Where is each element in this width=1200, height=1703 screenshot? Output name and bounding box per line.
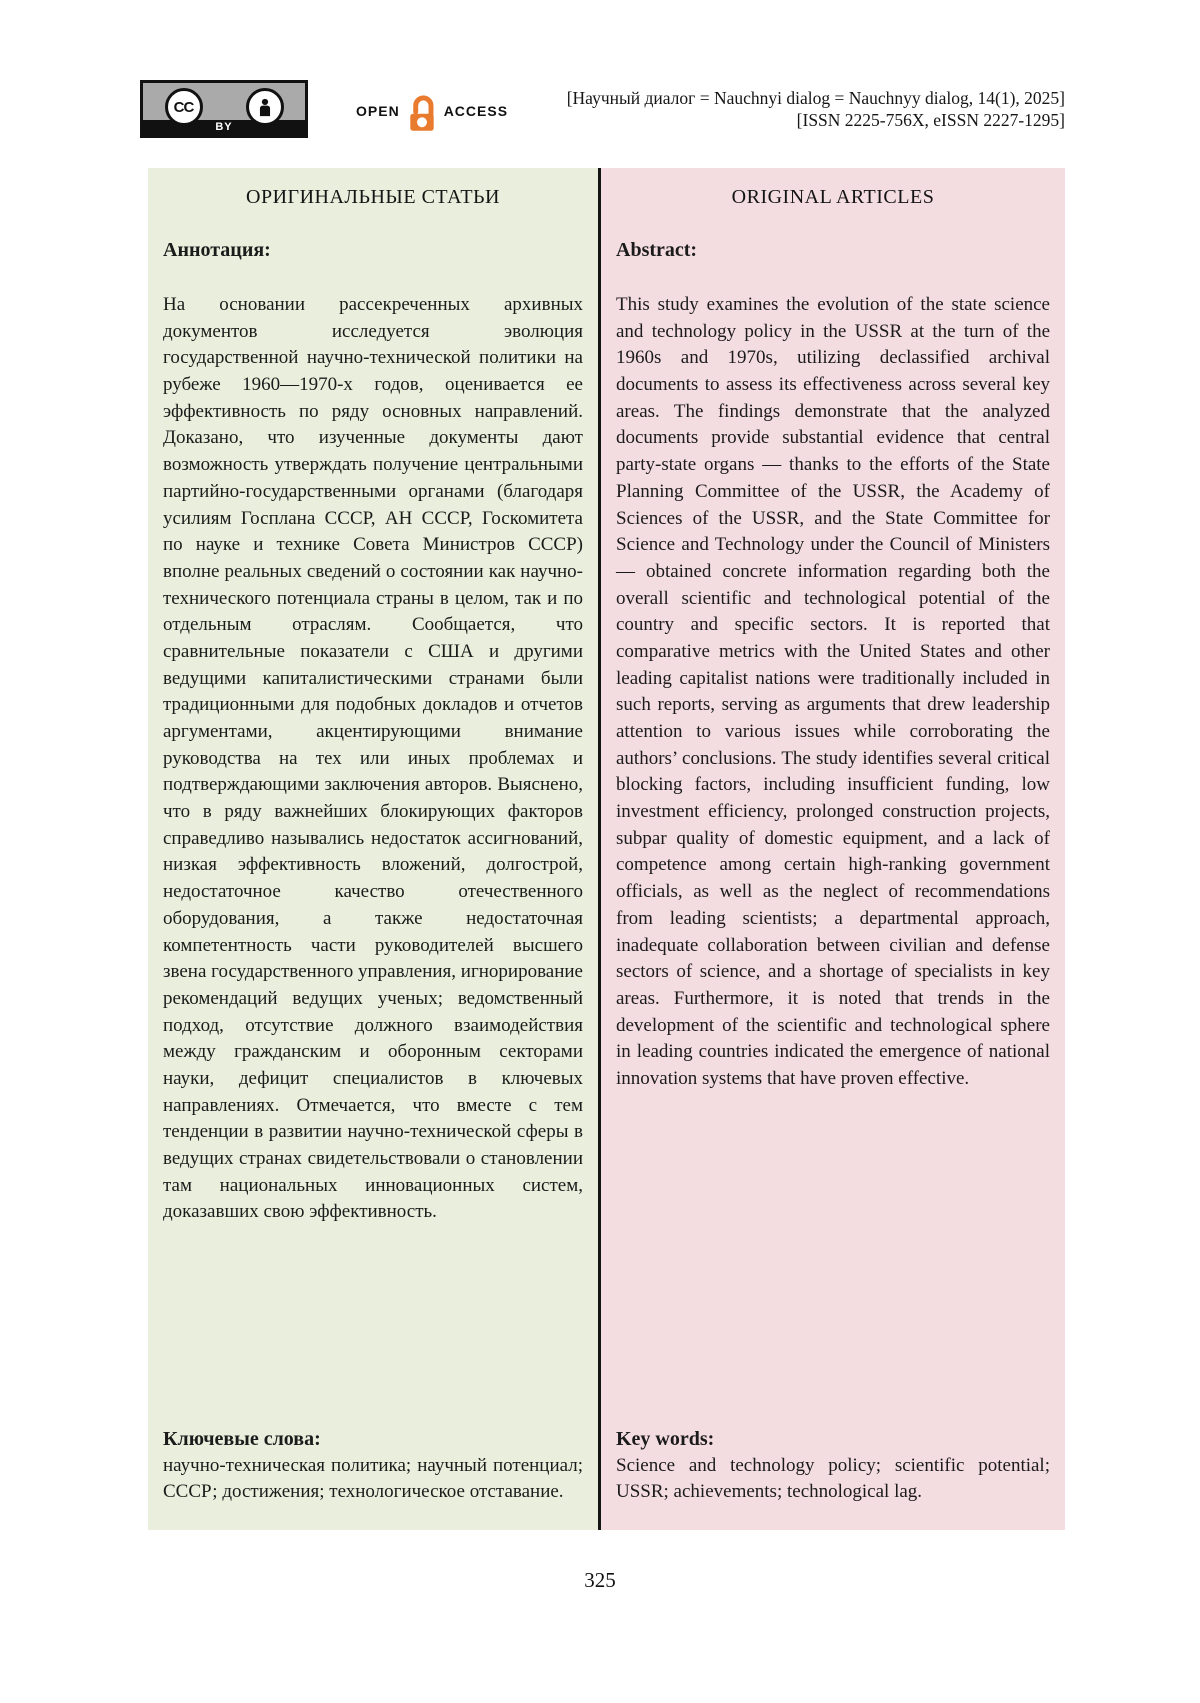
page-header: [140, 80, 1065, 138]
russian-abstract-text: На основании рассекреченных архивных документов исследуется эволюция государственной научно-технической политики на рубеже 1960—1970-х годов, оценивается ее эффективность по ряду основных направлений. Доказано, что изученные документы дают возможность утверждать получение центральными партийно-государственными органами (благодаря усилиям Госплана СССР, АН СССР, Госкомитета по науке и технике Совета Министров СССР) вполне реальных сведений о состоянии как научно-технического потенциала страны в целом, так и по отдельным отраслям. Сообщается, что сравнительные показатели с США и другими ведущими капиталистическими странами были традиционными для подобных докладов и отчетов аргументами, акцентирующими внимание руководства на тех или иных проблемах и подтверждающими заключения авторов. Выяснено, что в ряду важнейших блокирующих факторов справедливо назывались недостаток ассигнований, низкая эффективность вложений, долгострой, недостаточное качество отечественного оборудования, а также недостаточная компетентность части руководителей высшего звена государственного управления, игнорирование рекомендаций ведущих ученых; ведомственный подход, отсутствие должного взаимодействия между гражданским и оборонным секторами науки, дефицит специалистов в ключевых направлениях. Отмечается, что вместе с тем тенденции в развитии научно-технической сферы в ведущих странах свидетельствовали о становлении там национальных инновационных систем, доказавших свою эффективность.: [163, 294, 583, 1223]
abstract-columns: [148, 168, 1065, 1530]
cc-logo-icon: [165, 88, 203, 126]
journal-citation: [508, 88, 1065, 132]
english-keywords-block: [616, 1410, 1050, 1506]
page-number: 325: [584, 1568, 616, 1592]
russian-keywords-block: [163, 1410, 583, 1506]
english-section-title: ORIGINAL ARTICLES: [731, 186, 935, 208]
english-abstract-text: This study examines the evolution of the state science and technology policy in the USSR at the turn of the 1960s and 1970s, utilizing declassified archival documents to assess its effectiveness across several key areas. The findings demonstrate that the analyzed documents provide substantial evidence that central party-state organs — thanks to the efforts of the State Planning Committee of the USSR, the Academy of Sciences of the USSR, and the State Committee for Science and Technology under the Council of Ministers — obtained concrete information regarding both the overall scientific and technological potential of the country and specific sectors. It is reported that comparative metrics with the United States and other leading capitalist nations were traditionally included in such reports, serving as arguments that drew leadership attention to various issues while corroborating the authors’ conclusions. The study identifies several critical blocking factors, including insufficient funding, low investment efficiency, prolonged construction projects, subpar quality of domestic equipment, and a lack of competence among certain high-ranking government officials, as well as the neglect of recommendations from leading scientists; a departmental approach, inadequate collaboration between civilian and defense sectors of science, and a shortage of specialists in key areas. Furthermore, it is noted that trends in the development of the scientific and technological sphere in leading countries indicated the emergence of national innovation systems that have proven effective.: [616, 294, 1050, 1089]
attribution-person-icon: [246, 88, 284, 126]
russian-keywords-text: научно-техническая политика; научный потенциал; СССР; достижения; технологическое отставание.: [163, 1454, 583, 1503]
english-keywords-text: Science and technology policy; scientific potential; USSR; achievements; technological lag.: [616, 1454, 1050, 1503]
russian-column: [148, 168, 598, 1530]
english-abstract-label: Abstract:: [616, 239, 698, 261]
cc-logo-label: CC: [173, 98, 194, 116]
russian-section-title: ОРИГИНАЛЬНЫЕ СТАТЬИ: [246, 186, 500, 208]
journal-citation-line2: [ISSN 2225-756X, eISSN 2227-1295]: [796, 109, 1065, 130]
english-column: [601, 168, 1065, 1530]
license-code-strip: [143, 120, 305, 135]
open-lock-icon: [404, 88, 440, 134]
open-access-word-open: OPEN: [356, 103, 400, 119]
open-access-logo: [356, 88, 508, 134]
journal-citation-line1: [Научный диалог = Nauchnyi dialog = Nauchnyy dialog, 14(1), 2025]: [566, 88, 1065, 108]
page-footer: [0, 1568, 1200, 1593]
license-code-label: BY: [215, 121, 233, 133]
english-keywords-label: Key words:: [616, 1427, 715, 1450]
russian-abstract-label: Аннотация:: [163, 239, 271, 261]
russian-keywords-label: Ключевые слова:: [163, 1427, 321, 1450]
cc-by-license-badge: [140, 80, 308, 138]
open-access-word-access: ACCESS: [443, 103, 509, 119]
